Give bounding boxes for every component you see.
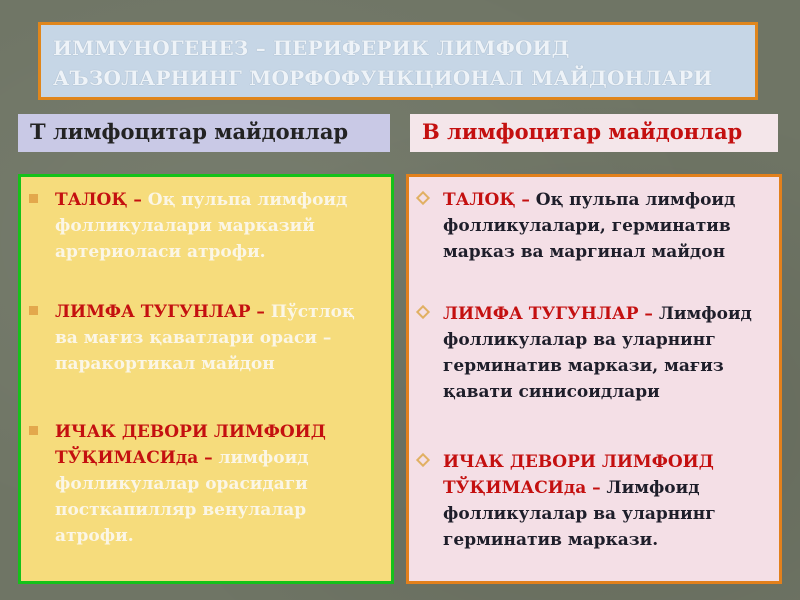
b-item-intestine-label: ИЧАК ДЕВОРИ ЛИМФОИД ТЎҚИМАСИда –	[443, 452, 714, 498]
b-lymphocyte-panel	[406, 174, 782, 584]
b-item-lymph-nodes-text: Лимфоид фолликулалар ва уларнинг герминатив маркази, мағиз қавати синисоидлари	[443, 304, 752, 402]
t-item-lymph-nodes-text: Пўстлоқ ва мағиз қаватлари ораси – паракортикал майдон	[55, 302, 355, 374]
t-item-intestine-text: лимфоид фолликулалар орасидаги посткапилляр венулалар атрофи.	[55, 448, 309, 546]
t-item-spleen-text: Оқ пульпа лимфоид фолликулалари марказий артериоласи атрофи.	[55, 190, 348, 262]
diamond-bullet-icon	[416, 453, 430, 467]
slide-title-line-1: ИММУНОГЕНЕЗ – ПЕРИФЕРИК ЛИМФОИД	[53, 36, 570, 60]
diamond-bullet-icon	[416, 305, 430, 319]
t-item-intestine	[29, 419, 383, 549]
b-item-lymph-nodes-label: ЛИМФА ТУГУНЛАР –	[443, 304, 659, 324]
b-item-spleen-text: Оқ пульпа лимфоид фолликулалари, герминатив марказ ва маргинал майдон	[443, 190, 736, 262]
t-item-lymph-nodes	[29, 299, 383, 377]
slide-title	[38, 22, 758, 100]
b-item-spleen	[417, 187, 771, 265]
diamond-bullet-icon	[416, 191, 430, 205]
square-bullet-icon	[29, 194, 38, 203]
square-bullet-icon	[29, 426, 38, 435]
t-lymphocyte-panel	[18, 174, 394, 584]
b-item-spleen-label: ТАЛОҚ –	[443, 190, 536, 210]
b-item-lymph-nodes	[417, 301, 771, 405]
t-item-spleen-label: ТАЛОҚ –	[55, 190, 148, 210]
t-item-intestine-label: ИЧАК ДЕВОРИ ЛИМФОИД ТЎҚИМАСИда –	[55, 422, 326, 468]
t-item-spleen	[29, 187, 383, 265]
b-item-intestine-text: Лимфоид фолликулалар ва уларнинг герминатив маркази.	[443, 478, 716, 550]
slide-title-line-2: АЪЗОЛАРНИНГ МОРФОФУНКЦИОНАЛ МАЙДОНЛАРИ	[53, 66, 713, 90]
t-item-lymph-nodes-label: ЛИМФА ТУГУНЛАР –	[55, 302, 271, 322]
square-bullet-icon	[29, 306, 38, 315]
b-lymphocyte-heading: В лимфоцитар майдонлар	[410, 114, 778, 152]
b-item-intestine	[417, 449, 771, 553]
t-lymphocyte-heading: Т лимфоцитар майдонлар	[18, 114, 390, 152]
